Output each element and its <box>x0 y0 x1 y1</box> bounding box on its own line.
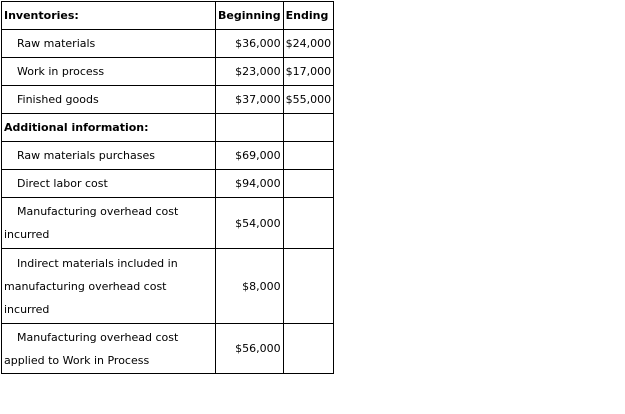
inventory-table <box>1 1 334 374</box>
work-in-process-ending: $17,000 <box>283 58 334 86</box>
inventories-heading: Inventories: <box>2 2 216 30</box>
label-line-2: manufacturing overhead cost incurred <box>4 279 167 316</box>
label-line-1: Manufacturing overhead cost <box>17 330 179 344</box>
empty-cell <box>283 249 334 324</box>
table-row <box>2 58 334 86</box>
table-row <box>2 198 334 249</box>
moh-incurred-value: $54,000 <box>216 198 284 249</box>
indirect-materials-value: $8,000 <box>216 249 284 324</box>
header-row <box>2 2 334 30</box>
finished-goods-beginning: $37,000 <box>216 86 284 114</box>
beginning-column-header: Beginning <box>216 2 284 30</box>
row-label-raw-materials-purchases: Raw materials purchases <box>2 142 216 170</box>
row-label-indirect-materials <box>2 249 216 324</box>
table-row <box>2 170 334 198</box>
raw-materials-ending: $24,000 <box>283 30 334 58</box>
empty-cell <box>283 198 334 249</box>
label-line-1: Indirect materials included in <box>17 256 178 270</box>
empty-cell <box>283 324 334 374</box>
row-label-raw-materials: Raw materials <box>2 30 216 58</box>
table-row <box>2 30 334 58</box>
raw-materials-beginning: $36,000 <box>216 30 284 58</box>
table-row <box>2 249 334 324</box>
empty-cell <box>283 114 334 142</box>
moh-applied-value: $56,000 <box>216 324 284 374</box>
empty-cell <box>283 170 334 198</box>
row-label-work-in-process: Work in process <box>2 58 216 86</box>
row-label-direct-labor-cost: Direct labor cost <box>2 170 216 198</box>
direct-labor-cost-value: $94,000 <box>216 170 284 198</box>
table-row <box>2 324 334 374</box>
raw-materials-purchases-value: $69,000 <box>216 142 284 170</box>
label-line-2: applied to Work in Process <box>4 353 150 367</box>
empty-cell <box>283 142 334 170</box>
additional-info-heading: Additional information: <box>2 114 216 142</box>
table-row <box>2 86 334 114</box>
row-label-moh-incurred <box>2 198 216 249</box>
ending-column-header: Ending <box>283 2 334 30</box>
label-line-1: Manufacturing overhead cost <box>17 205 179 218</box>
row-label-moh-applied <box>2 324 216 374</box>
table-row <box>2 142 334 170</box>
additional-header-row <box>2 114 334 142</box>
row-label-finished-goods: Finished goods <box>2 86 216 114</box>
empty-cell <box>216 114 284 142</box>
finished-goods-ending: $55,000 <box>283 86 334 114</box>
label-line-2: incurred <box>4 228 50 241</box>
work-in-process-beginning: $23,000 <box>216 58 284 86</box>
